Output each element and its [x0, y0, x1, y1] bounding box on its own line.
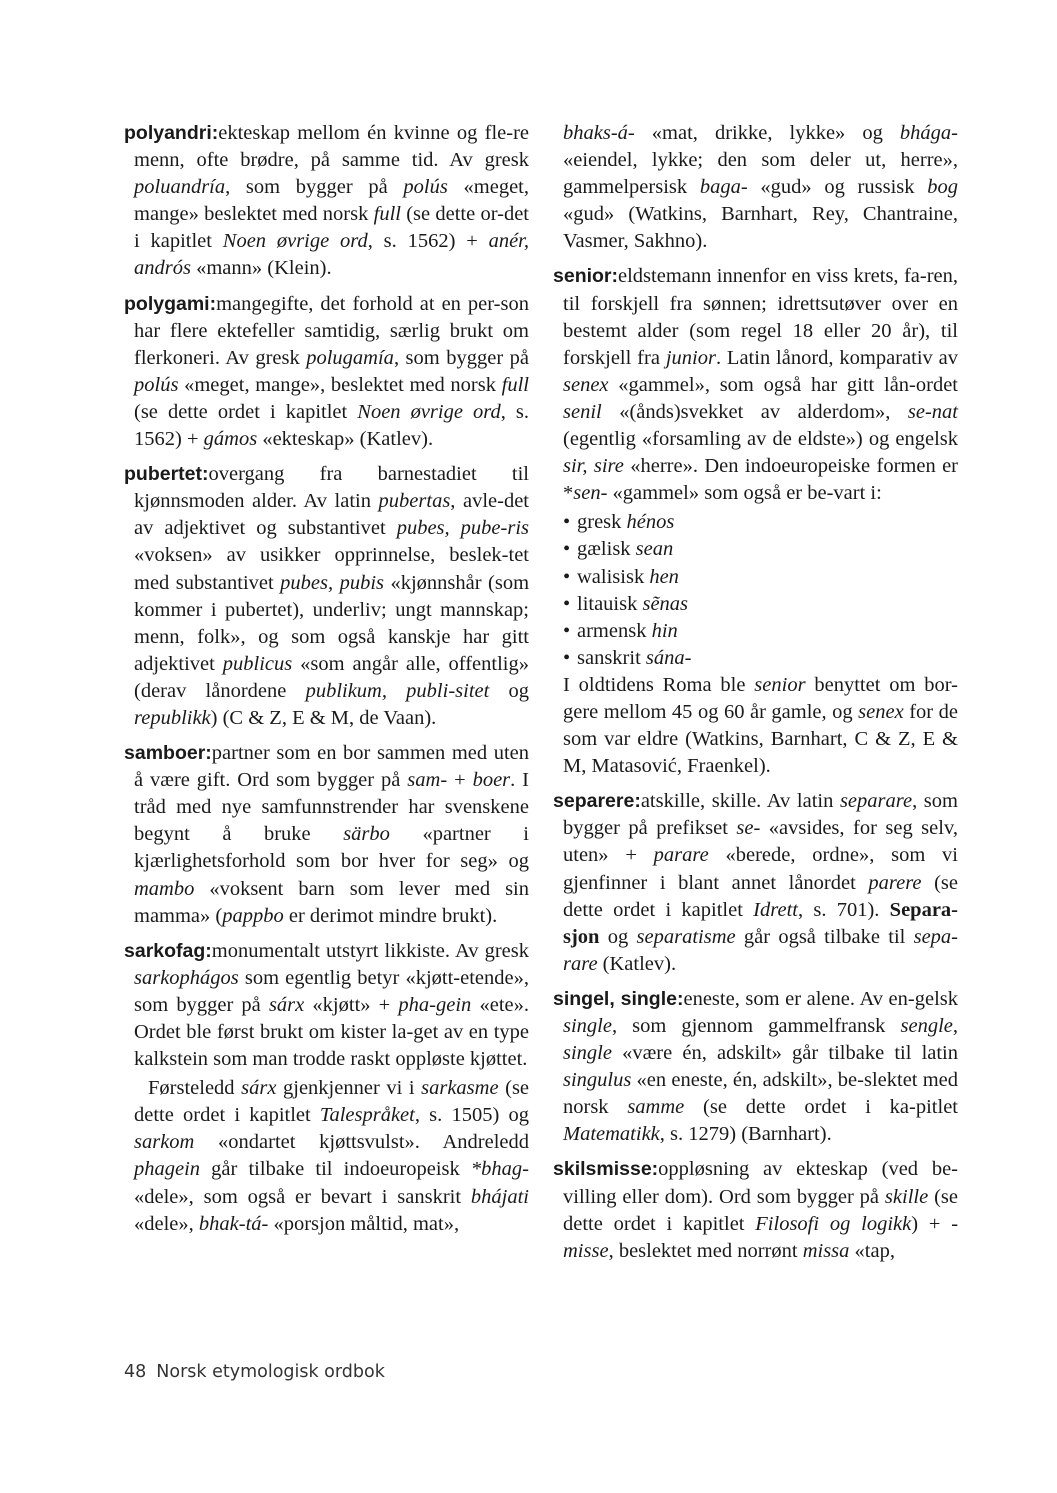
entry-text: for de som var eldre (Watkins, Barnhart, C & Z, E & M, Matasović, Fraenkel).	[563, 700, 958, 778]
right-column	[553, 120, 958, 1273]
headword: sarkofag:	[124, 939, 212, 962]
entry-text: monumentalt utstyrt likkiste. Av gresk	[211, 939, 529, 962]
entry-text: , som bygger på	[393, 346, 529, 369]
entry-text: ) +	[911, 1212, 952, 1235]
italic-term: sarkom	[134, 1131, 195, 1154]
entry-pubertet	[124, 461, 529, 732]
entry-text: (se dette or-det i kapitlet	[134, 203, 530, 253]
entry-text: Førsteledd	[148, 1077, 242, 1100]
italic-term: Matematikk	[563, 1123, 660, 1146]
headword: polygami:	[124, 292, 217, 315]
entry-text: (egentlig «forsamling av de eldste») og engelsk	[563, 428, 958, 451]
entry-text: (se dette ordet i kapitlet	[563, 1185, 958, 1235]
language-name: armensk	[577, 619, 647, 642]
entry-text: «være én, adskilt» går tilbake til latin	[611, 1042, 958, 1065]
entry-text: . Latin lånord, komparativ av	[715, 346, 958, 369]
entry-text: . I tråd med nye samfunnstrender har svenskene begynt å bruke	[134, 769, 530, 846]
entry-text: (se dette ordet i kapitlet	[563, 871, 958, 921]
entry-text: , som bygger på prefikset	[563, 790, 958, 840]
entry-senior	[553, 263, 958, 507]
entry-text: «dele»,	[134, 1212, 199, 1235]
italic-term: polús	[134, 373, 179, 396]
entry-text: partner som en bor sammen med uten å være gift. Ord som bygger på	[134, 742, 529, 792]
entry-text: , som bygger på	[225, 176, 404, 199]
entry-text: +	[447, 769, 473, 792]
entry-text: , s. 1279) (Barnhart).	[659, 1123, 832, 1146]
italic-term: bhaks-á-	[563, 122, 635, 144]
entry-text: oppløsning av ekteskap (ved be-villing eller dom). Ord som bygger på	[563, 1158, 958, 1208]
italic-term: junior	[665, 346, 716, 369]
entry-text: «eiendel, lykke; den som deler ut, herre», gammelpersisk	[563, 149, 958, 199]
entry-text: , s. 1562) +	[367, 230, 489, 253]
italic-term: Noen øvrige ord	[222, 230, 368, 253]
headword: senior:	[553, 265, 619, 288]
italic-term: samme	[627, 1096, 685, 1119]
entry-sarkofag-continued	[553, 120, 958, 255]
italic-term: pubertas	[378, 490, 451, 513]
italic-term: pappbo	[222, 904, 284, 927]
language-name: gælisk	[577, 538, 631, 561]
italic-term: senior	[754, 673, 806, 696]
italic-term: polús	[403, 176, 448, 199]
entry-text: «som angår alle, offentlig» (derav lånordene	[134, 652, 529, 702]
language-name: sanskrit	[577, 646, 641, 669]
entry-text: og	[599, 925, 637, 948]
italic-term: sarkophágos	[134, 966, 239, 989]
entry-text: «gammel» som også er be-vart i:	[607, 482, 882, 505]
italic-term: missa	[802, 1239, 850, 1262]
bold-term: Separa-sjon	[563, 898, 958, 948]
italic-term: senil	[563, 400, 602, 423]
entry-text: «(ånds)svekket av alderdom»,	[601, 400, 908, 423]
headword: polyandri:	[124, 122, 219, 144]
page-footer	[124, 1362, 385, 1382]
italic-term: sean	[635, 538, 674, 561]
italic-term: bhájati	[470, 1185, 529, 1208]
italic-term: republikk	[134, 706, 211, 729]
italic-term: pha-gein	[398, 993, 472, 1016]
entry-text: «gud» (Watkins, Barnhart, Rey, Chantraine, Vasmer, Sakhno).	[563, 203, 958, 253]
italic-term: full	[501, 373, 529, 396]
italic-term: sir, sire	[563, 455, 624, 478]
italic-term: sengle, single	[563, 1015, 958, 1065]
headword: samboer:	[124, 742, 212, 765]
entry-text: «kjønnshår (som kommer i pubertet), underliv; ungt mannskap; menn, folk», og som også kanskje har gitt adjektivet	[134, 571, 530, 675]
entry-samboer	[124, 740, 529, 930]
entry-polyandri	[124, 120, 529, 283]
entry-text: går tilbake til indoeuropeisk	[200, 1158, 471, 1181]
list-item	[563, 618, 958, 645]
italic-term: sen-	[573, 482, 608, 505]
entry-text: «en eneste, én, adskilt», be-slektet med norsk	[563, 1069, 958, 1119]
entry-text: eneste, som er alene. Av en-gelsk	[683, 987, 958, 1010]
entry-text: «ete». Ordet ble først brukt om kister la-get av en type kalkstein som man trodde raskt oppløste kjøttet.	[134, 993, 529, 1071]
entry-text: «dele», som også er bevart i sanskrit	[134, 1185, 471, 1208]
entry-text: «gammel», som også har gitt lån-ordet	[608, 373, 958, 396]
italic-term: sam-	[407, 769, 448, 792]
italic-term: *bhag-	[470, 1158, 529, 1181]
entry-text: «herre». Den indoeuropeiske formen er *	[563, 455, 958, 505]
entry-text: «ekteskap» (Katlev).	[257, 428, 434, 451]
italic-term: bhága-	[899, 122, 958, 144]
italic-term: hen	[649, 565, 679, 588]
entry-text: «mann» (Klein).	[190, 257, 332, 280]
italic-term: polugamía	[306, 346, 394, 369]
senior-cognate-list	[563, 509, 958, 672]
list-item	[563, 536, 958, 563]
italic-term: phagein	[134, 1158, 201, 1181]
entry-text: ) (C & Z, E & M, de Vaan).	[210, 706, 437, 729]
italic-term: sarkasme	[421, 1077, 499, 1100]
left-column	[124, 120, 529, 1246]
entry-text: , s. 1505) og	[414, 1104, 529, 1127]
italic-term: pubes, pubis	[280, 571, 384, 594]
entry-text: «voksent barn som lever med sin mamma» (	[134, 877, 529, 927]
italic-term: senex	[563, 373, 609, 396]
italic-term: single	[563, 1015, 612, 1037]
entry-text: gjenkjenner vi i	[276, 1077, 422, 1100]
entry-text: overgang fra barnestadiet til kjønnsmoden alder. Av latin	[134, 463, 529, 513]
list-item	[563, 564, 958, 591]
italic-term: separatisme	[636, 925, 736, 948]
entry-text: ekteskap mellom én kvinne og fle-re menn, ofte brødre, på samme tid. Av gresk	[134, 122, 529, 172]
entry-text: «meget, mange», beslektet med norsk	[178, 373, 502, 396]
italic-term: Noen øvrige ord	[357, 400, 501, 423]
italic-term: sẽnas	[642, 592, 689, 615]
italic-term: Idrett	[753, 898, 798, 921]
entry-text: eldstemann innenfor en viss krets, fa-ren, til forskjell fra sønnen; idrettsutøver over en bestemt alder (som regel 18 eller 20 år), til forskjell fra	[563, 265, 958, 369]
entry-text: og	[489, 679, 530, 702]
italic-term: singulus	[563, 1069, 632, 1092]
italic-term: mambo	[134, 877, 195, 900]
entry-text: «gud» og russisk	[747, 176, 928, 199]
entry-text: «porsjon måltid, mat»,	[268, 1212, 460, 1235]
entry-text: , som gjennom gammelfransk	[611, 1015, 901, 1037]
entry-text: «tap,	[849, 1239, 895, 1262]
italic-term: baga-	[699, 176, 748, 199]
italic-term: sárx	[268, 993, 305, 1016]
entry-sarkofag-paragraph-2	[134, 1075, 529, 1238]
italic-term: anér, andrós	[134, 230, 529, 280]
language-name: walisisk	[577, 565, 645, 588]
entry-text: , s. 701).	[797, 898, 890, 921]
entry-text: «avsides, for seg selv, uten» +	[563, 817, 958, 867]
entry-text: «meget, mange» beslektet med norsk	[134, 176, 530, 226]
italic-term: full	[373, 203, 401, 226]
italic-term: sárx	[241, 1077, 277, 1100]
italic-term: särbo	[343, 823, 390, 846]
list-item	[563, 509, 958, 536]
entry-text: (se dette ordet i kapitlet	[134, 1077, 530, 1127]
entry-text: I oldtidens Roma ble	[563, 673, 755, 696]
italic-term: se-	[736, 817, 761, 840]
italic-term: Talespråket	[319, 1104, 415, 1127]
entry-text: «ondartet kjøttsvulst». Andreledd	[194, 1131, 529, 1154]
italic-term: sepa-rare	[563, 925, 959, 975]
entry-text: «berede, ordne», som vi gjenfinner i blant annet lånordet	[563, 844, 959, 894]
entry-text: benyttet om bor-gere mellom 45 og 60 år gamle, og	[563, 673, 958, 723]
list-item	[563, 645, 958, 672]
italic-term: skille	[884, 1185, 929, 1208]
entry-singel	[553, 986, 958, 1149]
entry-text: atskille, skille. Av latin	[640, 790, 840, 813]
italic-term: se-nat	[907, 400, 958, 423]
italic-term: hin	[651, 619, 678, 642]
entry-senior-paragraph-2	[553, 672, 958, 780]
entry-text: mangegifte, det forhold at en per-son har flere ektefeller samtidig, særlig brukt om flerkoneri. Av gresk	[134, 292, 529, 369]
entry-text: (Katlev).	[597, 952, 677, 975]
entry-polygami	[124, 291, 529, 454]
italic-term: parare	[653, 844, 709, 867]
entry-text: «mat, drikke, lykke» og	[634, 122, 900, 144]
entry-text: (se dette ordet i kapitlet	[134, 400, 358, 423]
entry-text: «kjøtt» +	[304, 993, 399, 1016]
italic-term: -misse	[563, 1212, 959, 1262]
page-number: 48	[124, 1362, 147, 1382]
italic-term: bhak-tá-	[198, 1212, 269, 1235]
entry-skilsmisse	[553, 1156, 958, 1264]
entry-text: «voksen» av usikker opprinnelse, beslek-tet med substantivet	[134, 544, 529, 594]
entry-text: «partner i kjærlighetsforhold som bor hver for seg» og	[134, 823, 529, 873]
language-name: litauisk	[577, 592, 638, 615]
italic-term: publikum, publi-sitet	[305, 679, 490, 702]
headword: skilsmisse:	[553, 1158, 659, 1181]
entry-text: som egentlig betyr «kjøtt-etende», som bygger på	[134, 966, 529, 1016]
entry-text: (se dette ordet i ka-pitlet	[684, 1096, 958, 1119]
language-name: gresk	[577, 511, 622, 534]
italic-term: senex	[858, 700, 904, 723]
italic-term: gámos	[203, 428, 258, 451]
book-title: Norsk etymologisk ordbok	[156, 1362, 385, 1382]
italic-term: pubes, pube-ris	[396, 517, 530, 540]
entry-text: går også tilbake til	[735, 925, 914, 948]
entry-sarkofag	[124, 938, 529, 1073]
entry-text: er derimot mindre brukt).	[283, 904, 498, 927]
italic-term: bog	[927, 176, 958, 199]
list-item	[563, 591, 958, 618]
headword: singel, single:	[553, 987, 684, 1010]
headword: separere:	[553, 790, 641, 813]
italic-term: sána-	[645, 646, 692, 669]
italic-term: poluandría	[134, 176, 226, 199]
italic-term: hénos	[626, 511, 675, 534]
italic-term: publicus	[222, 652, 293, 675]
entry-text: , s. 1562) +	[134, 400, 529, 451]
entry-text: , avle-det av adjektivet og substantivet	[134, 490, 530, 540]
italic-term: separare	[839, 790, 913, 813]
entry-text: , beslektet med norrønt	[608, 1239, 803, 1262]
italic-term: Filosofi og logikk	[755, 1212, 912, 1235]
italic-term: boer	[472, 769, 511, 792]
italic-term: parere	[868, 871, 922, 894]
headword: pubertet:	[124, 463, 209, 486]
entry-separere	[553, 788, 958, 978]
